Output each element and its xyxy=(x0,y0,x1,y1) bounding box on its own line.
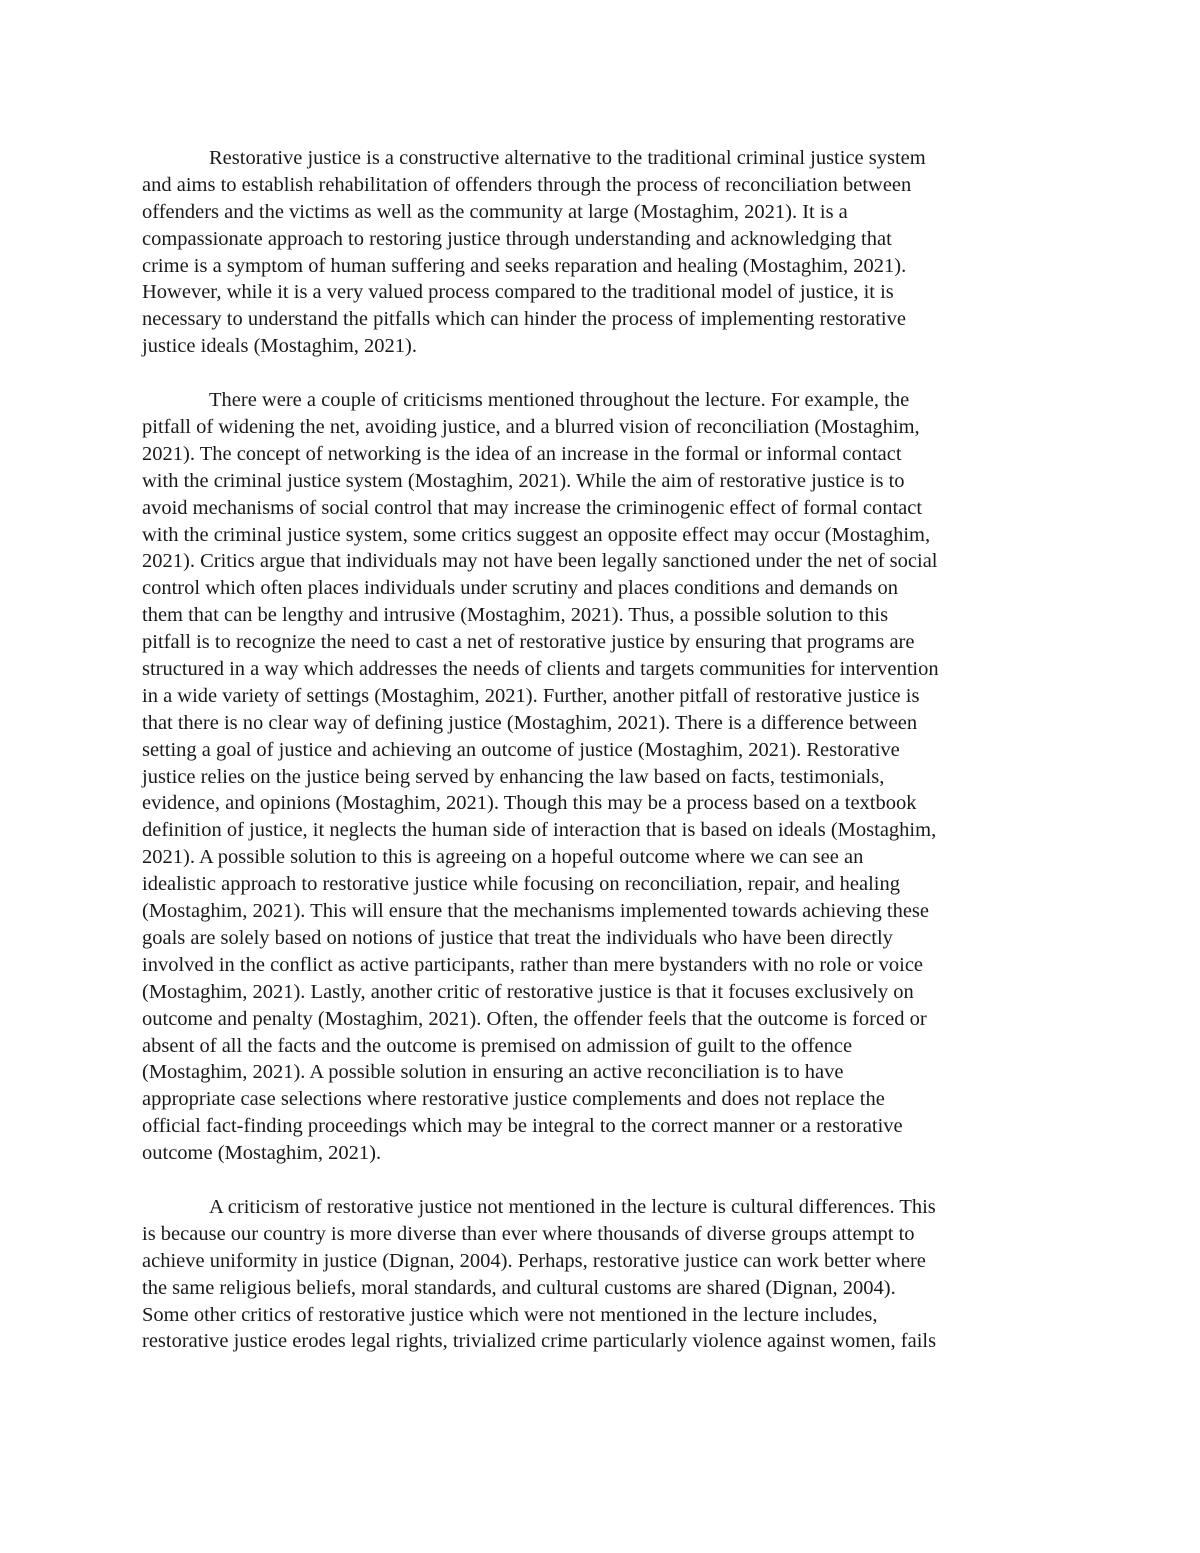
text-line: setting a goal of justice and achieving an outcome of justice (Mostaghim, 2021). Restorative xyxy=(142,738,900,761)
text-line: A criticism of restorative justice not mentioned in the lecture is cultural differences. This xyxy=(209,1195,936,1218)
text-line: control which often places individuals under scrutiny and places conditions and demands on xyxy=(142,577,899,600)
text-line: 2021). A possible solution to this is agreeing on a hopeful outcome where we can see an xyxy=(142,846,864,869)
text-line: structured in a way which addresses the needs of clients and targets communities for intervention xyxy=(142,658,939,681)
text-line: (Mostaghim, 2021). A possible solution in ensuring an active reconciliation is to have xyxy=(142,1061,844,1084)
text-line: compassionate approach to restoring justice through understanding and acknowledging that xyxy=(142,227,892,250)
text-line: involved in the conflict as active participants, rather than mere bystanders with no role or voice xyxy=(142,953,924,976)
text-line: goals are solely based on notions of justice that treat the individuals who have been directly xyxy=(142,926,893,949)
text-line: There were a couple of criticisms mentioned throughout the lecture. For example, the xyxy=(209,389,910,412)
paragraph-spacer xyxy=(142,1167,1062,1194)
text-line: However, while it is a very valued process compared to the traditional model of justice, it is xyxy=(142,281,894,304)
text-line: pitfall of widening the net, avoiding justice, and a blurred vision of reconciliation (Mostaghim, xyxy=(142,416,920,439)
text-line: (Mostaghim, 2021). Lastly, another critic of restorative justice is that it focuses exclusively on xyxy=(142,980,914,1003)
paragraph-1 xyxy=(142,145,1062,360)
paragraph-3 xyxy=(142,1194,1062,1355)
text-line: crime is a symptom of human suffering and seeks reparation and healing (Mostaghim, 2021). xyxy=(142,254,907,277)
text-line: with the criminal justice system (Mostaghim, 2021). While the aim of restorative justice is to xyxy=(142,469,905,492)
text-line: restorative justice erodes legal rights, trivialized crime particularly violence against women, fails xyxy=(142,1330,937,1353)
text-line: with the criminal justice system, some critics suggest an opposite effect may occur (Mostaghim, xyxy=(142,523,931,546)
text-line: the same religious beliefs, moral standards, and cultural customs are shared (Dignan, 2004). xyxy=(142,1276,896,1299)
document-body xyxy=(142,145,1062,1355)
text-line: 2021). The concept of networking is the idea of an increase in the formal or informal contact xyxy=(142,442,902,465)
text-line: absent of all the facts and the outcome is premised on admission of guilt to the offence xyxy=(142,1034,853,1057)
text-line: that there is no clear way of defining justice (Mostaghim, 2021). There is a difference between xyxy=(142,711,918,734)
text-line: is because our country is more diverse than ever where thousands of diverse groups attempt to xyxy=(142,1222,915,1245)
text-line: avoid mechanisms of social control that may increase the criminogenic effect of formal contact xyxy=(142,496,923,519)
text-line: appropriate case selections where restorative justice complements and does not replace the xyxy=(142,1088,885,1111)
paragraph-2 xyxy=(142,387,1062,1167)
text-line: in a wide variety of settings (Mostaghim, 2021). Further, another pitfall of restorative justice is xyxy=(142,684,920,707)
text-line: outcome (Mostaghim, 2021). xyxy=(142,1142,382,1165)
text-line: Some other critics of restorative justice which were not mentioned in the lecture includes, xyxy=(142,1303,878,1326)
paragraph-spacer xyxy=(142,360,1062,387)
text-line: justice ideals (Mostaghim, 2021). xyxy=(142,335,417,358)
text-line: Restorative justice is a constructive alternative to the traditional criminal justice system xyxy=(209,147,926,169)
text-line: idealistic approach to restorative justice while focusing on reconciliation, repair, and healing xyxy=(142,873,900,896)
text-line: pitfall is to recognize the need to cast a net of restorative justice by ensuring that programs are xyxy=(142,631,915,654)
text-line: definition of justice, it neglects the human side of interaction that is based on ideals (Mostaghim, xyxy=(142,819,937,842)
text-line: justice relies on the justice being served by enhancing the law based on facts, testimonials, xyxy=(142,765,885,788)
text-line: (Mostaghim, 2021). This will ensure that the mechanisms implemented towards achieving these xyxy=(142,900,929,923)
text-line: them that can be lengthy and intrusive (Mostaghim, 2021). Thus, a possible solution to this xyxy=(142,604,889,627)
text-line: outcome and penalty (Mostaghim, 2021). Often, the offender feels that the outcome is forced or xyxy=(142,1007,927,1030)
text-line: necessary to understand the pitfalls which can hinder the process of implementing restorative xyxy=(142,308,906,331)
text-line: official fact-finding proceedings which may be integral to the correct manner or a restorative xyxy=(142,1115,903,1138)
text-line: and aims to establish rehabilitation of offenders through the process of reconciliation between xyxy=(142,173,912,196)
text-line: 2021). Critics argue that individuals may not have been legally sanctioned under the net of social xyxy=(142,550,938,573)
text-line: achieve uniformity in justice (Dignan, 2004). Perhaps, restorative justice can work better where xyxy=(142,1249,926,1272)
text-line: evidence, and opinions (Mostaghim, 2021). Though this may be a process based on a textbook xyxy=(142,792,917,815)
text-line: offenders and the victims as well as the community at large (Mostaghim, 2021). It is a xyxy=(142,200,848,223)
